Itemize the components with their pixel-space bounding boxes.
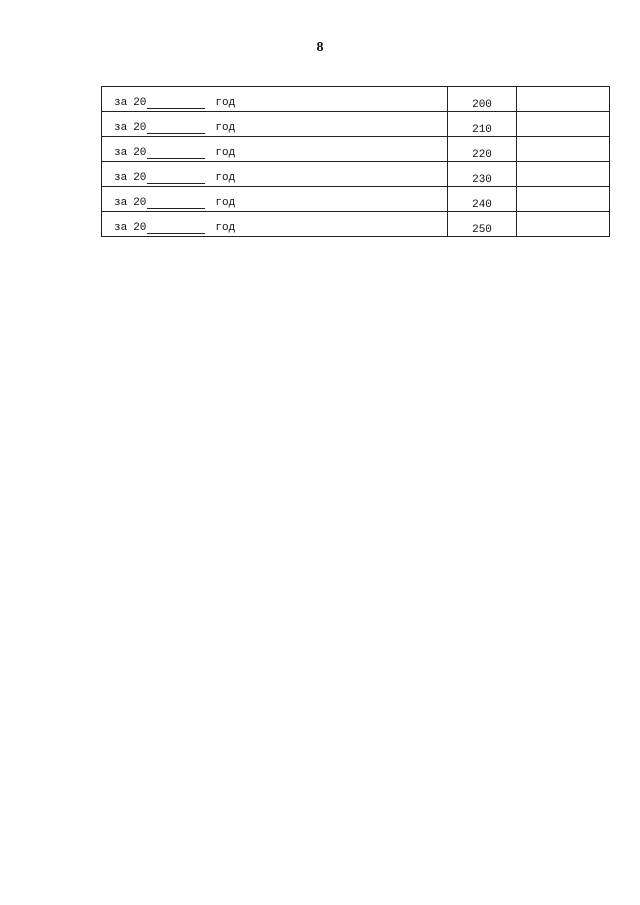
table-row: [102, 87, 610, 112]
period-suffix: год: [215, 197, 236, 209]
period-suffix: год: [215, 172, 236, 184]
year-blank-line[interactable]: [147, 198, 205, 209]
year-prefix: 20: [133, 172, 147, 184]
value-cell[interactable]: [517, 162, 610, 187]
table-row: [102, 187, 610, 212]
period-suffix: год: [215, 97, 236, 109]
table-row: [102, 162, 610, 187]
value-cell[interactable]: [517, 87, 610, 112]
period-prefix: за: [114, 122, 128, 134]
period-suffix: год: [215, 147, 236, 159]
period-label-cell: [102, 137, 448, 162]
value-cell[interactable]: [517, 187, 610, 212]
year-blank-line[interactable]: [147, 223, 205, 234]
period-prefix: за: [114, 172, 128, 184]
year-blank-line[interactable]: [147, 148, 205, 159]
year-blank-line[interactable]: [147, 123, 205, 134]
period-label-cell: [102, 187, 448, 212]
period-prefix: за: [114, 97, 128, 109]
page-number: 8: [316, 40, 324, 55]
period-prefix: за: [114, 197, 128, 209]
period-label-cell: [102, 112, 448, 137]
table-row: [102, 137, 610, 162]
line-code: 240: [448, 187, 517, 212]
table-row: [102, 112, 610, 137]
period-prefix: за: [114, 147, 128, 159]
year-blank-line[interactable]: [147, 98, 205, 109]
value-cell[interactable]: [517, 112, 610, 137]
value-cell[interactable]: [517, 212, 610, 237]
period-label-cell: [102, 212, 448, 237]
period-prefix: за: [114, 222, 128, 234]
line-code: 220: [448, 137, 517, 162]
line-code: 230: [448, 162, 517, 187]
year-prefix: 20: [133, 222, 147, 234]
line-code: 200: [448, 87, 517, 112]
report-table: [101, 86, 610, 237]
line-code: 210: [448, 112, 517, 137]
line-code: 250: [448, 212, 517, 237]
year-prefix: 20: [133, 122, 147, 134]
year-prefix: 20: [133, 97, 147, 109]
year-prefix: 20: [133, 147, 147, 159]
year-prefix: 20: [133, 197, 147, 209]
period-label-cell: [102, 162, 448, 187]
value-cell[interactable]: [517, 137, 610, 162]
period-suffix: год: [215, 122, 236, 134]
period-suffix: год: [215, 222, 236, 234]
table-row: [102, 212, 610, 237]
year-blank-line[interactable]: [147, 173, 205, 184]
period-label-cell: [102, 87, 448, 112]
